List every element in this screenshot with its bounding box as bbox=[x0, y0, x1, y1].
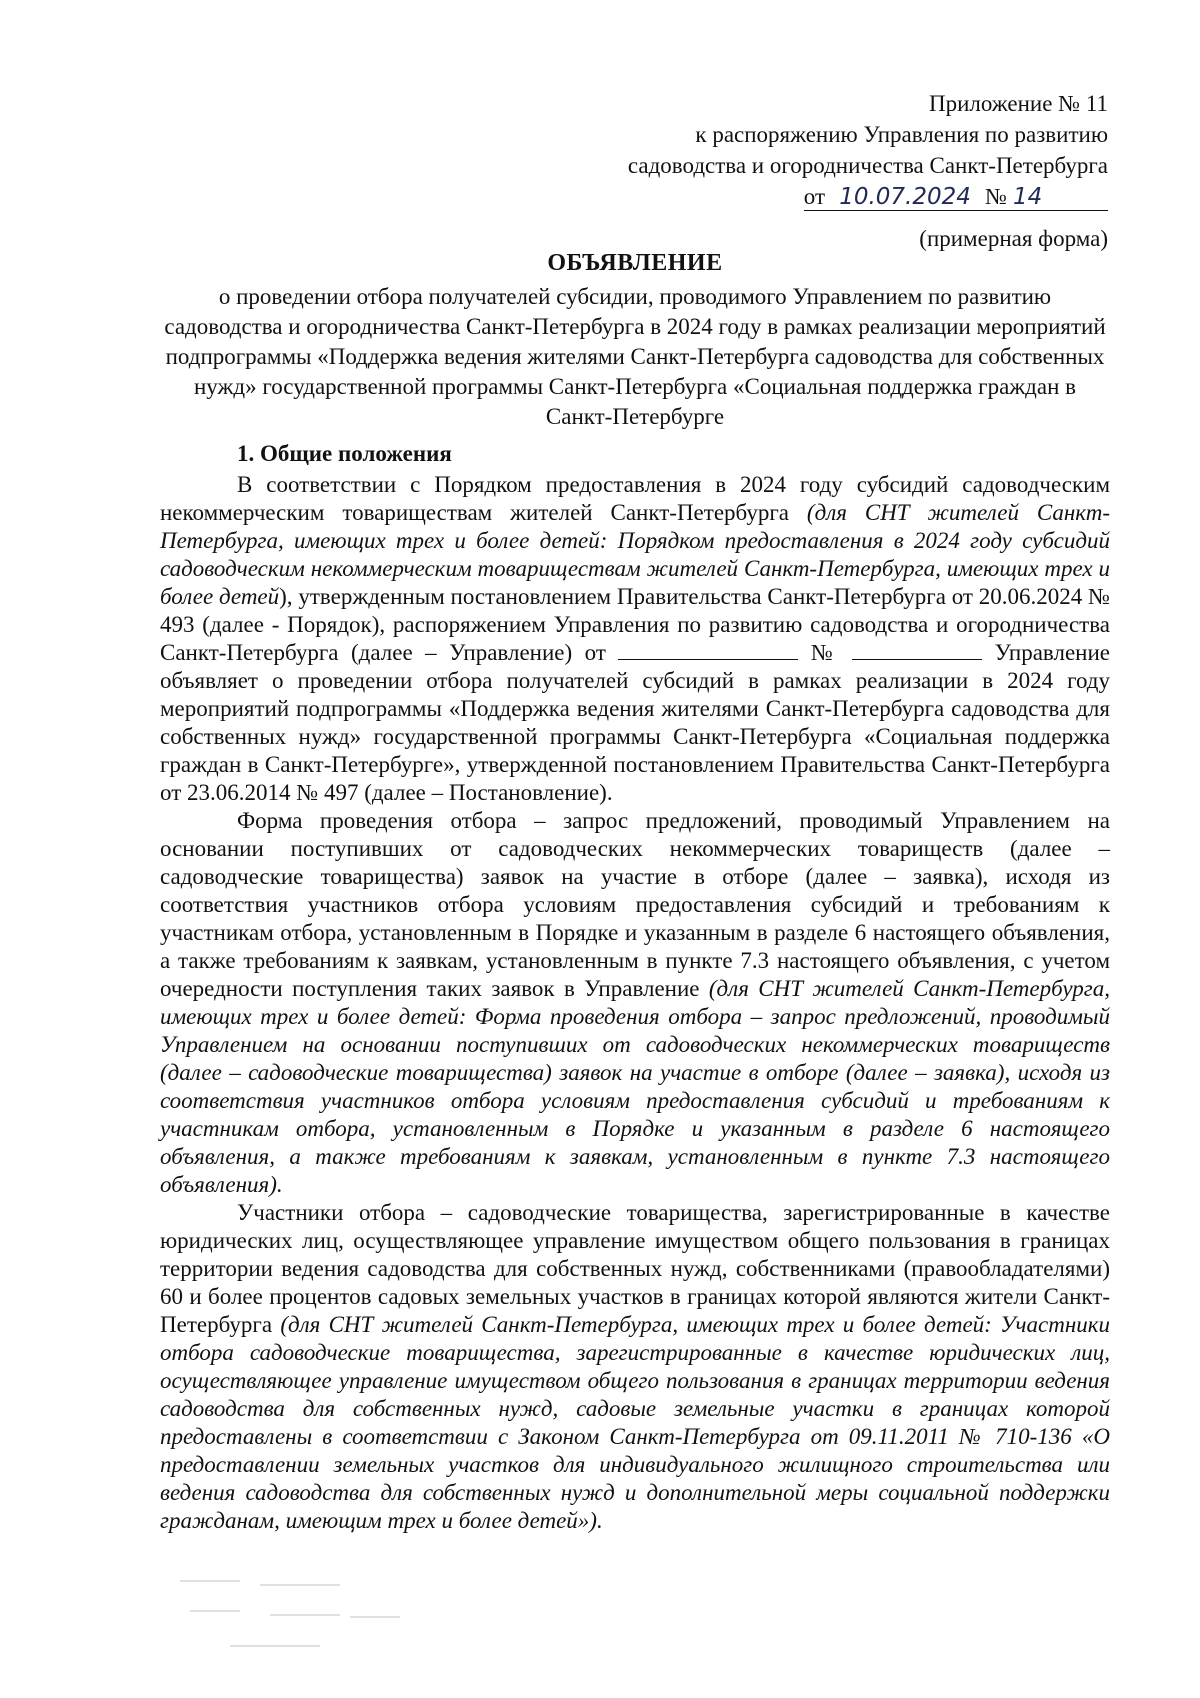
blank-number-line bbox=[852, 641, 982, 660]
paragraph-3: Участники отбора – садоводческие товарищества, зарегистрированные в качестве юридических лиц, осуществляющее управление имуществом общего пользования в границах территории ведения садоводства для собственных нужд, собственниками (правообладателями) 60 и более процентов садовых земельных участков в границах которой являются жители Санкт-Петербурга (для СНТ жителей Санкт-Петербурга, имеющих трех и более детей: Участники отбора садоводческие товарищества, зарегистрированные в качестве юридических лиц, осуществляющее управление имуществом общего пользования в границах территории ведения садоводства для собственных нужд, садовые земельные участки в границах которой предоставлены в соответствии с Законом Санкт-Петербурга от 09.11.2011 № 710-136 «О предоставлении земельных участков для индивидуального жилищного строительства или ведения садоводства для собственных нужд и дополнительной меры социальной поддержки гражданам, имеющим трех и более детей»). bbox=[160, 1200, 1111, 1533]
number-prefix: № bbox=[985, 184, 1007, 209]
handwritten-number: 14 bbox=[1013, 184, 1043, 210]
section-title: 1. Общие положения bbox=[237, 441, 452, 466]
appendix-order-line: к распоряжению Управления по развитию bbox=[695, 122, 1108, 147]
scan-noise bbox=[170, 1570, 430, 1680]
appendix-header bbox=[628, 88, 1108, 212]
appendix-number: Приложение № 11 bbox=[928, 91, 1108, 116]
date-prefix: от bbox=[803, 184, 826, 209]
paragraph-1: В соответствии с Порядком предоставления в 2024 году субсидий садоводческим некоммерческим товариществам жителей Санкт-Петербурга (для СНТ жителей Санкт-Петербурга, имеющих трех и более детей: Порядком предоставления в 2024 году субсидий садоводческим некоммерческим товариществам жителей Санкт-Петербурга, имеющих трех и более детей), утвержденным постановлением Правительства Санкт-Петербурга от 20.06.2024 № 493 (далее - Порядок), распоряжением Управления по развитию садоводства и огородничества Санкт-Петербурга (далее – Управление) от № Управление объявляет о проведении отбора получателей субсидий в рамках реализации в 2024 году мероприятий подпрограммы «Поддержка ведения жителями Санкт-Петербурга садоводства для собственных нужд» государственной программы Санкт-Петербурга «Социальная поддержка граждан в Санкт-Петербурге», утвержденной постановлением Правительства Санкт-Петербурга от 23.06.2014 № 497 (далее – Постановление). bbox=[160, 472, 1110, 805]
appendix-date-line bbox=[628, 181, 1108, 212]
date-number-field bbox=[804, 184, 1108, 211]
form-note: (примерная форма) bbox=[919, 226, 1108, 251]
handwritten-date: 10.07.2024 bbox=[839, 184, 971, 210]
appendix-authority-line: садоводства и огородничества Санкт-Петербурга bbox=[627, 153, 1108, 178]
blank-date-line bbox=[618, 641, 798, 660]
paragraph-2: Форма проведения отбора – запрос предложений, проводимый Управлением на основании поступивших от садоводческих некоммерческих товариществ (далее – садоводческие товарищества) заявок на участие в отборе (далее – заявка), исходя из соответствия участников отбора условиям предоставления субсидий и требованиям к участникам отбора, установленным в Порядке и указанным в разделе 6 настоящего объявления, а также требованиям к заявкам, установленным в пункте 7.3 настоящего объявления, с учетом очередности поступления таких заявок в Управление (для СНТ жителей Санкт-Петербурга, имеющих трех и более детей: Форма проведения отбора – запрос предложений, проводимый Управлением на основании поступивших от садоводческих некоммерческих товариществ (далее – садоводческие товарищества) заявок на участие в отборе (далее – заявка), исходя из соответствия участников отбора условиям предоставления субсидий и требованиям к участникам отбора, установленным в Порядке и указанным в разделе 6 настоящего объявления, а также требованиям к заявкам, установленным в пункте 7.3 настоящего объявления). bbox=[160, 808, 1110, 1197]
document-title: ОБЪЯВЛЕНИЕ bbox=[547, 250, 723, 276]
document-body bbox=[160, 471, 1110, 1535]
document-subtitle: о проведении отбора получателей субсидии, проводимого Управлением по развитию садоводства и огородничества Санкт-Петербурга в 2024 году в рамках реализации мероприятий подпрограммы «Поддержка ведения жителями Санкт-Петербурга садоводства для собственных нужд» государственной программы Санкт-Петербурга «Социальная поддержка граждан в Санкт-Петербурге bbox=[164, 284, 1106, 429]
